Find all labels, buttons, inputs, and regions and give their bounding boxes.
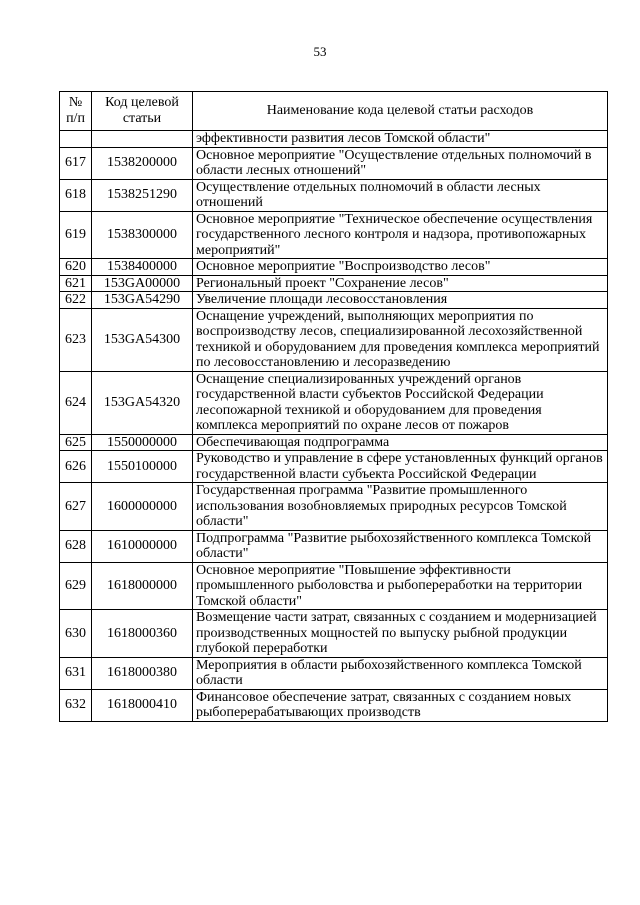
- target-code: 1550000000: [92, 434, 193, 451]
- expense-name: Руководство и управление в сфере установленных функций органов государственной власти субъекта Российской Федерации: [193, 451, 608, 483]
- table-row: [60, 275, 608, 292]
- table-row: [60, 292, 608, 309]
- continuation-text: эффективности развития лесов Томской области": [193, 131, 608, 148]
- expense-name: Основное мероприятие "Техническое обеспечение осуществления государственного лесного контроля и надзора, противопожарных мероприятий": [193, 211, 608, 259]
- page-number: 53: [313, 44, 327, 59]
- table-row: [60, 610, 608, 658]
- row-number: 621: [60, 275, 92, 292]
- target-code: 153GA54300: [92, 308, 193, 371]
- row-number: 617: [60, 147, 92, 179]
- target-code: 1538300000: [92, 211, 193, 259]
- table-row: [60, 562, 608, 610]
- target-code: 1618000380: [92, 657, 193, 689]
- target-code: 1538251290: [92, 179, 193, 211]
- table-row: [60, 530, 608, 562]
- row-number: 632: [60, 689, 92, 721]
- table-row: [60, 179, 608, 211]
- header-num: № п/п: [60, 92, 92, 131]
- row-number: 631: [60, 657, 92, 689]
- expense-name: Оснащение учреждений, выполняющих мероприятия по воспроизводству лесов, специализированной лесохозяйственной техникой и оборудованием для проведения комплекса мероприятий по лесовосстановлению и лесоразведению: [193, 308, 608, 371]
- table-row: [60, 657, 608, 689]
- expense-name: Государственная программа "Развитие промышленного использования возобновляемых природных ресурсов Томской области": [193, 483, 608, 531]
- row-number: 618: [60, 179, 92, 211]
- target-code: 1550100000: [92, 451, 193, 483]
- target-code: 1618000000: [92, 562, 193, 610]
- expense-name: Осуществление отдельных полномочий в области лесных отношений: [193, 179, 608, 211]
- expense-name: Подпрограмма "Развитие рыбохозяйственного комплекса Томской области": [193, 530, 608, 562]
- expense-name: Возмещение части затрат, связанных с созданием и модернизацией производственных мощностей по выпуску рыбной продукции глубокой переработки: [193, 610, 608, 658]
- table-row: [60, 371, 608, 434]
- expense-name: Оснащение специализированных учреждений органов государственной власти субъектов Российской Федерации лесопожарной техникой и оборудованием для проведения комплекса мероприятий по охране лесов от пожаров: [193, 371, 608, 434]
- row-number: 624: [60, 371, 92, 434]
- expense-name: Увеличение площади лесовосстановления: [193, 292, 608, 309]
- table-row: [60, 308, 608, 371]
- row-number: 619: [60, 211, 92, 259]
- target-code: 153GA54320: [92, 371, 193, 434]
- target-code: 153GA54290: [92, 292, 193, 309]
- table-row: [60, 434, 608, 451]
- expense-name: Основное мероприятие "Повышение эффективности промышленного рыболовства и рыбопереработки на территории Томской области": [193, 562, 608, 610]
- table-row: [60, 147, 608, 179]
- table-row: [60, 689, 608, 721]
- expense-name: Региональный проект "Сохранение лесов": [193, 275, 608, 292]
- table-row: [60, 483, 608, 531]
- target-code: 1610000000: [92, 530, 193, 562]
- row-number: 620: [60, 259, 92, 276]
- target-code: 1618000410: [92, 689, 193, 721]
- row-number: 623: [60, 308, 92, 371]
- budget-code-table: [59, 91, 608, 722]
- target-code: 153GA00000: [92, 275, 193, 292]
- row-number: 630: [60, 610, 92, 658]
- row-number: 627: [60, 483, 92, 531]
- expense-name: Основное мероприятие "Осуществление отдельных полномочий в области лесных отношений": [193, 147, 608, 179]
- target-code: 1538400000: [92, 259, 193, 276]
- continuation-code-cell: [92, 131, 193, 148]
- expense-name: Основное мероприятие "Воспроизводство лесов": [193, 259, 608, 276]
- table-row: [60, 451, 608, 483]
- continuation-num-cell: [60, 131, 92, 148]
- row-number: 622: [60, 292, 92, 309]
- target-code: 1538200000: [92, 147, 193, 179]
- header-name: Наименование кода целевой статьи расходов: [193, 92, 608, 131]
- row-number: 625: [60, 434, 92, 451]
- continuation-row: [60, 131, 608, 148]
- expense-name: Мероприятия в области рыбохозяйственного комплекса Томской области: [193, 657, 608, 689]
- row-number: 628: [60, 530, 92, 562]
- header-code: Код целевой статьи: [92, 92, 193, 131]
- target-code: 1600000000: [92, 483, 193, 531]
- table-row: [60, 211, 608, 259]
- row-number: 629: [60, 562, 92, 610]
- expense-name: Финансовое обеспечение затрат, связанных с созданием новых рыбоперерабатывающих производств: [193, 689, 608, 721]
- row-number: 626: [60, 451, 92, 483]
- table-header-row: [60, 92, 608, 131]
- expense-name: Обеспечивающая подпрограмма: [193, 434, 608, 451]
- table-row: [60, 259, 608, 276]
- target-code: 1618000360: [92, 610, 193, 658]
